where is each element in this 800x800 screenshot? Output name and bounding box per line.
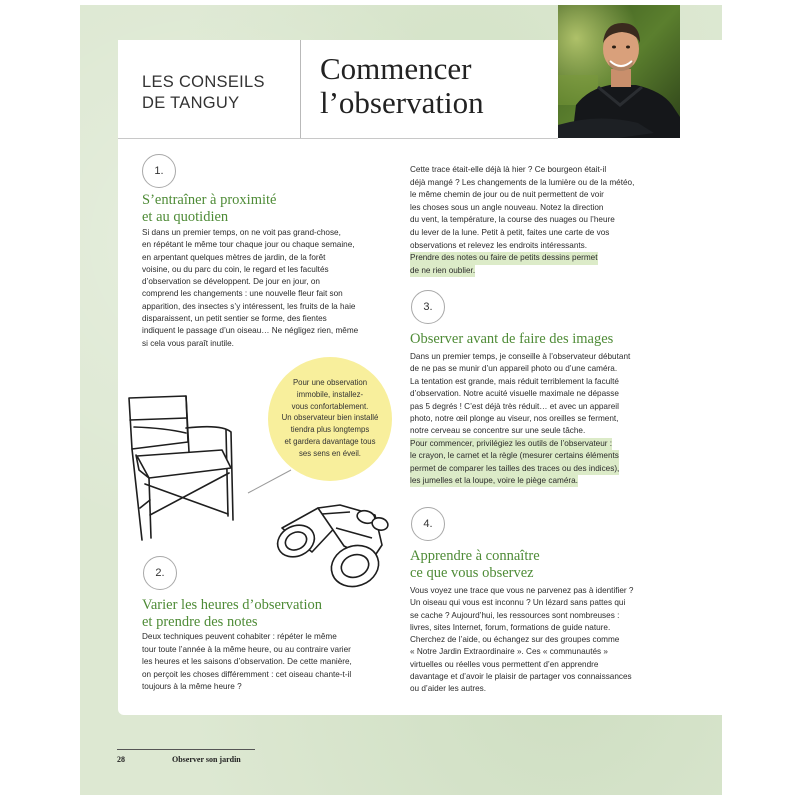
text-line: du vent, la température, la course des nuages ou l’heure [410, 215, 615, 225]
section-2-body [142, 631, 352, 694]
section-2-continued-text [410, 164, 634, 252]
text-line: tour toute l’année à la même heure, ou au contraire varier [142, 644, 351, 654]
text-line: photo, notre œil plonge au viseur, nos oreilles se ferment, [410, 414, 619, 424]
section-3-heading [410, 331, 613, 348]
text-line: ou d’aider les autres. [410, 684, 487, 693]
text-line: Si dans un premier temps, on ne voit pas grand-chose, [142, 228, 341, 237]
text-line: Cette trace était-elle déjà là hier ? Ce bourgeon était-il [410, 165, 607, 174]
section-3-number: 3. [411, 290, 445, 324]
text-line: du lever de la lune. Petit à petit, faites une carte de vos [410, 227, 610, 237]
text-line: disparaissent, un petit sentier se forme, des fientes [142, 314, 327, 324]
text-line: et gardera davantage tous [284, 436, 376, 446]
text-line: Vous voyez une trace que vous ne parvenez pas à identifier ? [410, 586, 634, 595]
footer-rule [117, 749, 255, 750]
text-line: de ne pas se munir d’un appareil photo ou d’une caméra. [410, 364, 618, 374]
text-line: ce que vous observez [410, 564, 534, 581]
text-line: Commencer [320, 51, 472, 86]
text-line: S’entraîner à proximité [142, 192, 277, 208]
text-line: le crayon, le carnet et la règle (mesurer certains éléments [410, 450, 619, 462]
text-line: Prendre des notes ou faire de petits dessins permet [410, 252, 598, 265]
text-line: et au quotidien [142, 208, 229, 225]
section-1-body [142, 227, 358, 350]
text-line: toujours à la même heure ? [142, 682, 242, 691]
text-line: on perçoit les choses différemment : cet oiseau chante-t-il [142, 669, 352, 679]
text-line: de ne rien oublier. [410, 265, 475, 278]
section-1-heading [142, 192, 276, 225]
text-line: d’observation. Notre acuité visuelle maximale ne dépasse [410, 389, 619, 399]
tip-bubble [268, 357, 392, 481]
text-line: le même chemin de jour ou de nuit permettent de voir [410, 190, 604, 200]
text-line: l’observation [320, 85, 484, 120]
text-line: davantage et d’avoir le plaisir de partager vos connaissances [410, 671, 632, 681]
text-line: Cherchez de l’aide, ou échangez sur des groupes comme [410, 635, 620, 644]
text-line: les choses sous un angle nouveau. Notez la direction [410, 202, 604, 212]
header-rule [118, 138, 558, 139]
text-line: Un observateur bien installé [281, 413, 379, 423]
text-line: comprend les changements : une nouvelle fleur fait son [142, 289, 343, 299]
section-2-heading [142, 597, 322, 630]
text-line: en répétant le même tour chaque jour ou chaque semaine, [142, 240, 355, 250]
author-portrait-icon [558, 5, 680, 138]
text-line: déjà mangé ? Les changements de la lumière ou de la météo, [410, 177, 635, 187]
section-4-number: 4. [411, 507, 445, 541]
text-line: les heures et les saisons d’observation. De cette manière, [142, 657, 352, 666]
section-2-number: 2. [143, 556, 177, 590]
text-line: La tentation est grande, mais réduit terriblement la faculté [410, 376, 619, 386]
text-line: pas 5 degrés ! C’est déjà très réduit… et avec un appareil [410, 401, 619, 411]
section-1-number: 1. [142, 154, 176, 188]
text-line: vous confortablement. [291, 401, 369, 411]
text-line: Pour commencer, privilégiez les outils de l’observateur : [410, 438, 612, 450]
section-3-body [410, 351, 630, 487]
text-line: « Notre Jardin Extraordinaire ». Ces « communautés » [410, 647, 608, 657]
header-kicker [142, 72, 265, 114]
section-2-continued [410, 164, 634, 277]
section-4-heading [410, 548, 540, 581]
text-line: tiendra plus longtemps [290, 425, 370, 435]
text-line: Un oiseau qui vous est inconnu ? Un lézard sans pattes qui [410, 598, 626, 608]
text-line: les jumelles et la loupe, voire le piège caméra. [410, 475, 578, 487]
text-line: apparition, des insectes s’y intéressent, les fruits de la haie [142, 301, 356, 311]
text-line: livres, sites Internet, forum, formations de guide nature. [410, 622, 611, 632]
text-line: si cela vous paraît inutile. [142, 338, 234, 348]
text-line: d’observation se développent. De jour en jour, on [142, 277, 320, 287]
text-line: se cache ? Aujourd’hui, les ressources sont nombreuses : [410, 610, 620, 620]
page-title [320, 52, 484, 120]
text-line: Dans un premier temps, je conseille à l’observateur débutant [410, 352, 631, 361]
page-number: 28 [117, 755, 125, 764]
section-4-body [410, 585, 633, 695]
text-line: permet de comparer les tailles des traces ou des indices), [410, 463, 619, 475]
text-line: Varier les heures d’observation [142, 597, 322, 613]
section-2-highlight [410, 252, 634, 277]
text-line: Observer avant de faire des images [410, 331, 614, 347]
text-line: Apprendre à connaître [410, 548, 540, 564]
text-line: Pour une observation [292, 378, 368, 387]
text-line: LES CONSEILS [142, 73, 265, 91]
text-line: observations et relevez les endroits intéressants. [410, 240, 588, 250]
section-3-text [410, 351, 630, 438]
header-divider [300, 40, 301, 138]
running-title: Observer son jardin [172, 755, 241, 764]
text-line: indiquent le passage d’un oiseau… Ne négligez rien, même [142, 326, 359, 336]
text-line: notre cerveau se concentre sur une seule tâche. [410, 426, 586, 436]
text-line: voisine, ou du parc du coin, le regard et les facultés [142, 264, 329, 274]
text-line: DE TANGUY [142, 94, 240, 112]
text-line: Deux techniques peuvent cohabiter : répéter le même [142, 632, 337, 641]
text-line: ses sens en éveil. [299, 448, 361, 458]
author-photo [558, 5, 680, 138]
text-line: en arpentant quelques mètres de jardin, de la forêt [142, 252, 326, 262]
text-line: et prendre des notes [142, 613, 258, 630]
section-3-highlight [410, 438, 630, 488]
text-line: virtuelles ou réelles vous permettent d’en apprendre [410, 659, 599, 669]
text-line: immobile, installez- [296, 389, 364, 399]
